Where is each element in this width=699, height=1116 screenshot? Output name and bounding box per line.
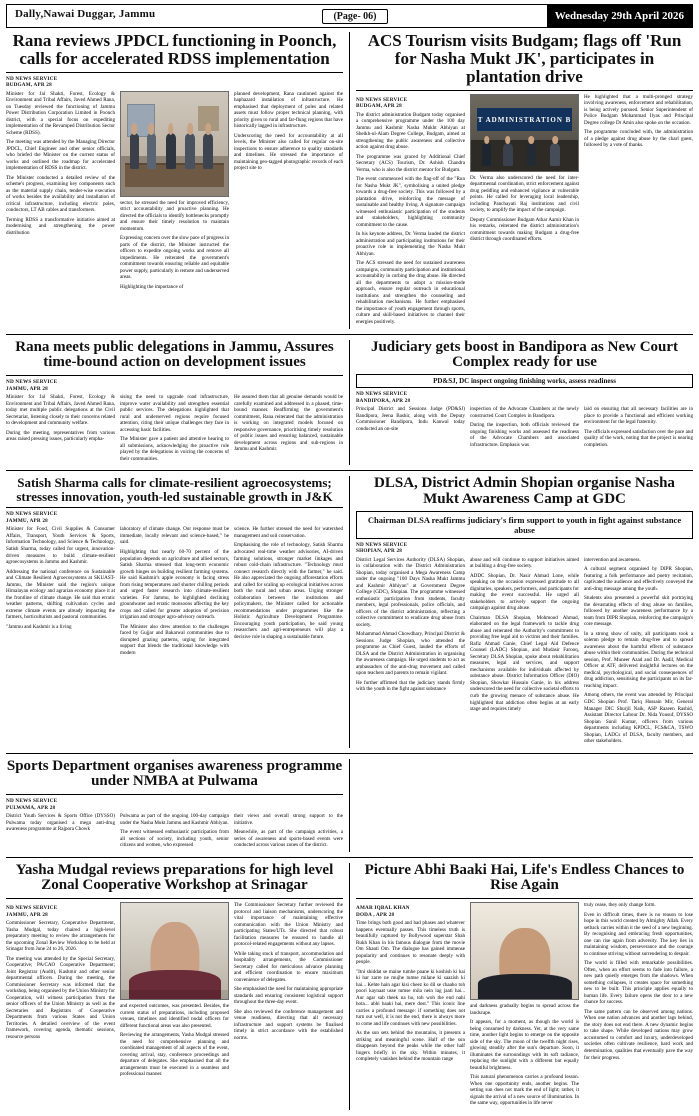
byline: ND NEWS SERVICE JAMMU, APR 28 [6, 511, 58, 524]
article-column: intervention and awareness. A cultural segment organised by DIPR Shopian, featuring a folk performance and poetry recitation, captivated the audience and effectively conveyed the anti-drug message among the youth. Students also presented a powerful skit portraying the devastating effects of drug abuse on families, followed by another awareness performance by a team from DIPR Shopian, reinforcing the campaign's core message. In a strong show of unity, all participants took a solemn pledge to remain drug-free and to spread awareness about the harmful effects of substance abuse within their communities. During the technical session, Prof. Muneer Azad and Dr. Aadil, Medical Officer at ATF, delivered insightful lectures on the medical, psychological, and social consequences of drug addiction, sensitising the participants on its far-reaching impact. Among others, the event was attended by Principal GDC Shopian Prof. Tariq Hussain Mir, General Manager DIC Shurjil Naik, ASP Razeen Rashid, Assistant Director Labour Dr. Nida Yousuf, DYSSO Shopian Sunil Kumar, officers from various departments including KPDCL, FCS&CA, TSWO Shopian, LADCs of DLSA, faculty members, and other stakeholders. [584, 556, 693, 745]
article-rana-delegations [6, 340, 343, 466]
article-column: District Legal Services Authority (DLSA) Shopian, in collaboration with the District Administration Shopian, today organised a Mega Awareness Camp under the ongoing "100 Days Nasha Mukt Jammu and Kashmir Abhiyan" at Government Degree College (GDC), Shopian. The programme witnessed enthusiastic participation from students, faculty members, legal professionals, police officials, and officers of the district administration, reflecting a collective commitment to eradicate drug abuse from society. Mohammad Ahmad Chowdhary, Principal District & Sessions Judge Shopian, who attended the programme as Chief Guest, lauded the efforts of DLSA and the District Administration in organising the awareness campaign. He urged students to act as ambassadors of the anti-drug movement and called upon teachers and parents to remain vigilant. He further affirmed that the judiciary stands firmly with the youth in the fight against substance [356, 556, 465, 693]
photo-banner-text: T ADMINISTRATION B [477, 108, 571, 131]
row-four [6, 759, 693, 858]
article-column: and expected outcomes, was presented. Besides, the current status of preparations, including proposed venues, timelines and identified nodal officers for different functional areas was also presented. Reviewing the arrangements, Yasha Mudgal stressed the need for comprehensive planning and coordinated management of all aspects of the event, covering arrival, stay, conference proceedings and departure of delegates. She emphasised that all the arrangements must be executed in a seamless and professional manner. [120, 902, 229, 1081]
masthead-title: Dally,Nawai Duggar, Jammu [15, 8, 156, 20]
article-judiciary-bandipora [356, 340, 693, 466]
article-column: He assured them that all genuine demands would be carefully examined and addressed in a phased, time-bound manner. Reaffirming the government's commitment, Rana reiterated that the administration is working on integrated models focused on responsive governance, prioritising timely resolution of public issues and ensuring balanced, sustainable development across regions and sub-regions in Jammu and Kashmir. [234, 394, 343, 453]
article-column: abuse and will continue to support initiatives aimed at building a drug-free society. ADDC Shopian, Dr. Nasir Ahmad Lone, while speaking on the occasion expressed gratitude to all dignitaries, speakers, performers, and participants for making the event successful. He urged all stakeholders to actively support the ongoing campaign against drug abuse. Chairman DLSA Shopian, Mohmood Ahmad, elaborated on the legal framework to tackle drug abuse and reiterated the Authority's commitment to providing free legal aid to victims and their families. Rafiz Ahmad Ganie, Chief Legal Aid Defence Counsel (LADC) Shopian, and Mudasir Farooq, Secretary DLSA Shopian, spoke about rehabilitation measures, legal aid services, and support mechanisms available for individuals affected by substance abuse. District Information Officer (DIO) Shopian, Showkat Hussain Ganie, in his address underscored the need for collective societal efforts to curb the growing menace of substance abuse. He highlighted that addiction often begins at an early stage and requires timely [470, 556, 579, 713]
page-number: (Page- 06) [163, 5, 546, 27]
article-sports-pulwama [6, 759, 343, 852]
masthead-date: Wednesday 29th April 2026 [547, 5, 692, 27]
article-subheadline: PD&SJ, DC inspect ongoing finishing works, assess readiness [356, 374, 693, 388]
article-photo [470, 94, 579, 172]
headline: Yasha Mudgal reviews preparations for high level Zonal Cooperative Workshop at Srinagar [15, 861, 334, 894]
headline: Sports Department organises awareness programme under NMBA at Pulwama [6, 757, 343, 790]
article-column: science. He further stressed the need for watershed management and soil conservation. Emphasising the role of technology, Satish Sharma advocated real-time weather advisories, AI-driven farming solutions, stronger market linkages and robust cold-chain infrastructure. "Technology must connect research directly with the farmer," he said. He also appreciated the ongoing afforestation efforts and called for scaling up ecological initiatives across both the rural and urban areas. Urging stronger collaboration between the institutions and policymakers, the Minister called for actionable recommendations under programmes like the Holistic Agriculture Development Programme. Encouraging youth participation, he said young researchers and agri-entrepreneurs will play a decisive role in shaping a sustainable future. [234, 526, 343, 640]
article-satish-sharma [6, 476, 343, 747]
row-two [6, 340, 693, 472]
article-column: laid on ensuring that all necessary facilities are in place to provide a functional and efficient working environment for the legal fraternity. The officials expressed satisfaction over the pace and quality of the work, noting that the project is nearing completion. [584, 406, 693, 448]
article-column: and darkness gradually begins to spread across the landscape. It appears, for a moment, as though the world is being consumed by darkness. Yet, at the very same time, another light begins to emerge on the opposite side of the sky. The moon of the twelfth night rises, glowing steadily after the sun's departure. Soon, it illuminates the surroundings with its soft radiance, replacing the sunlight with a different but equally beautiful brightness. This natural phenomenon carries a profound lesson. When one opportunity ends, another begins. The setting sun does not mark the end of light; rather, it signals the arrival of a new source of illumination. In the same way, opportunities in life never [470, 902, 579, 1110]
article-column: AMAR IQBAL KHAN DODA , APR 28 Time brings both good and bad phases and whatever happens eventually passes. This timeless truth is beautifully captured by Bollywood superstar Shah Rukh Khan in his famous dialogue from the movie Om Shanti Om. The dialogue has gained immense popularity and continues to resonate deeply with people. "Itni shiddat se maine tumhe paane ki koshish ki hai ki har zarre ne mujhe tumse milane ki saazish ki hai... Kehte hain agar kisi cheez ko dil se chaaho toh poori kaynaat usse tumse mila nein lag jaati hai... Aur agar sab theek na ho, toh woh the end nahi hota... abhi baaki hai, mere dost." This iconic line carries a profound message: if something does not turn out well, it is not the end, there is always more to come and life continues with new possibilities. As the sun sets behind the mountains, it presents a striking and meaningful scene. Half of the sun disappears beyond the peaks while the other half lingers briefly in the sky. Within minutes, it completely vanishes behind the mountain range [356, 905, 465, 1063]
byline: ND NEWS SERVICE BANDIPORA, APR 28 [356, 391, 411, 404]
article-column: District Youth Services & Sports Office (DYSSO) Pulwama today organised a mega anti-drug awareness programme at Rajpora Chowk [6, 813, 115, 833]
headline: Picture Abhi Baaki Hai, Life's Endless Chances to Rise Again [364, 861, 685, 894]
byline: AMAR IQBAL KHAN DODA , APR 28 [356, 905, 410, 918]
article-column: sector, he stressed the need for improved efficiency, strict accountability and proactive planning. He directed the officials to identify bottlenecks promptly and ensure their timely resolution to maintain momentum. Expressing concern over the slow pace of progress in parts of the district, the Minister instructed the officers to expedite ongoing works and remove all impediments. He reiterated the government's commitment towards ensuring reliable and equitable power supply, particularly in remote and underserved areas. Highlighting the importance of [120, 91, 229, 294]
row-four-filler [356, 759, 693, 852]
headline: DLSA, District Admin Shopian organise Nasha Mukt Awareness Camp at GDC [374, 475, 675, 507]
article-column: Principal District and Sessions Judge (PD&SJ) Bandipora, Jeena Bashir, along with the Deputy Commissioner Bandipora, Indu Kanwal today conducted an on-site [356, 406, 465, 432]
byline: ND NEWS SERVICE BUDGAM, APR 28 [6, 75, 58, 89]
article-photo [120, 902, 229, 1000]
headline: ACS Tourism visits Budgam; flags off 'Run for Nasha Mukt JK', participates in plantation drive [367, 31, 682, 86]
article-column: The Commissioner Secretary further reviewed the protocol and liaison mechanisms, underscoring the vital importance of maintaining effective communication with the Union Ministry and participating States/UTs. She directed that robust facilitation measures be ensured to handle all protocol-related engagements without any lapses. While taking stock of transport, accommodation and hospitality arrangements, the Commissioner Secretary called for meticulous advance planning and efficient coordination to ensure maximum convenience of delegates. She emphasised the need for maintaining appropriate standards and ensuring consistent logistical support throughout the three-day event. She also reviewed the conference management and venue readiness, directing that all necessary infrastructure and support systems be finalised timely in strict accordance with the established norms. [234, 902, 343, 1041]
article-column: T ADMINISTRATION B Dr. Verma also underscored the need for inter-departmental coordination, strict enforcement against drug peddling and enhanced vigilance at vulnerable points. He called for leveraging local leadership, including Panchayati Raj institutions and civil society, to amplify the impact of the campaign. Deputy Commissioner Budgam Athar Aamir Khan in his remarks, reiterated the district administration's commitment towards making Budgam a drug-free district through coordinated efforts. [470, 94, 579, 329]
article-column: Minister for Food, Civil Supplies & Consumer Affairs, Transport, Youth Services & Sports, Information Technology, and Science & Technology, Satish Sharma, today called for urgent, innovation-driven measures to build climate-resilient agroecosystems in Jammu and Kashmir. Addressing the national conference on Sustainable and Climate Resilient Agroecosystems at SKUAST-Jammu, the Minister said the region's unique Himalayan ecology and agrarian economy place it at the frontline of climate change. He said that erratic weather patterns, shifting cultivation cycles and extreme climate events are already impacting the farmers, horticulturists and pastoral communities. "Jammu and Kashmir is a living [6, 526, 115, 630]
article-column: planned development, Rana cautioned against the haphazard installation of infrastructure. He emphasised that deployment of poles and related assets must follow proper technical planning, with priority given to rural and far-flung regions that have historically lagged in infrastructure. Underscoring the need for accountability at all levels, the Minister also called for regular on-site inspections to ensure adherence to quality standards and timelines. He stressed the importance of maintaining geo-tagged photographic records of each project site to [234, 90, 343, 172]
article-photo [120, 91, 229, 197]
article-yasha-mudgal [6, 863, 343, 1110]
article-column: inspection of the Advocate Chambers at the newly constructed Court Complex in Bandipora. During the inspection, both officials reviewed the ongoing finishing works and assessed the readiness of the Advocate Chambers and associated infrastructure. Emphasis was [470, 406, 579, 448]
lead-row [6, 32, 693, 335]
row-five [6, 863, 693, 1110]
article-column: Pulwama as part of the ongoing 100-day campaign under the Nasha Mukt Jammu and Kashmir Abhiyan. The event witnessed enthusiastic participation from all sections of society, including youth, senior citizens and women, who expressed [120, 813, 229, 849]
article-column: He highlighted that a multi-pronged strategy involving awareness, enforcement and rehabilitation, is being actively pursued. Senior Superintendent of Police Budgam Mohammad Ilyas and Principal Degree college Dr Amin also spoke on the occasion. The programme concluded with, the administration of a pledge against drug abuse by the charl guest, followed by a vote of thanks. [584, 93, 693, 149]
article-column: their views and overall strong support to the initiative. Meanwhile, as part of the campaign activities, a series of awareness and sports-based events were conducted across various zones of the district. [234, 813, 343, 849]
headline: Judiciary gets boost in Bandipora as New Court Complex ready for use [370, 338, 679, 371]
byline: ND NEWS SERVICE JAMMU, APR 28 [6, 905, 58, 918]
row-three [6, 476, 693, 753]
masthead [6, 4, 693, 28]
byline: ND NEWS SERVICE PULWAMA, APR 28 [6, 798, 58, 811]
article-column: Minister for Jal Shakti, Forest, Ecology & Environment and Tribal Affairs, Javed Ahmed Rana, on Tuesday reviewed the functioning of Jammu Power Distribution Corporation Limited in Poonch district, with a special focus on expediting implementation of the Revamped Distribution Sector Scheme (RDSS). The meeting was attended by the Managing Director JPDCL, Chief Engineer and other senior officials, who briefed the Minister on the current status of works and outlined the roadmap for accelerated implementation of RDSS in the district. The Minister conducted a detailed review of the scheme's progress, examining key components such as the material supply chain, tender-wise execution of works besides the availability and installation of critical infrastructure, including electric poles, conductors, LT AB cables and transformers. Terming RDSS a transformative initiative aimed at modernising and strengthening the power distribution [6, 90, 115, 236]
headline: Rana meets public delegations in Jammu, Assures time-bound action on development issues [15, 338, 334, 371]
article-picture-abhi-baaki [356, 863, 693, 1110]
article-column: sising the need to upgrade road infrastructure, improve water availability and strengthen essential public services. The delegations highlighted that rural and underserved regions require focused attention, citing their unique challenges they face in accessing basic facilities. The Minister gave a patient and attentive hearing to all submissions, acknowledging the proactive role played by the delegations in voicing the concerns of their communities. [120, 394, 229, 462]
article-column: ND NEWS SERVICE BUDGAM, APR 28 The district administration Budgam today organised a comprehensive programme under the 100 day Jammu and Kashmir Nasha Mukht Abhiyan at Sheikh-ul-Alam Degree College, Budgam, aimed at strengthening the public awareness and collective action against drug abuse. The programme was graced by Additional Chief Secretary (ACS) Tourism, Dr. Ashish Chandra Verma, who is also the district mentor for Budgam. The event commenced with the flag-off of the "Run for Nasha Mukt JK", symbolising a united pledge towards a drug-free society. This was followed by a plantation drive, reinforcing the message of sustainable and healthy living. A signature campaign witnessed enthusiastic participation of the students and stakeholders, highlighting community commitment to the cause. In his keynote address, Dr. Verma lauded the district administration and participating institutions for their proactive role in implementing the Nasha Mukt Abhiyan. The ACS stressed the need for sustained awareness campaigns, community participation and institutional accountability in curbing the drug abuse. He directed all the departments to adopt a mission-mode approach, ensure regular outreach in educational institutions and strengthen the counseling and rehabilitation mechanisms. He further emphasised the importance of youth engagement through sports, culture and skill-based initiatives to channel their energies positively. [356, 96, 465, 325]
byline: ND NEWS SERVICE SHOPIAN, APR 28 [356, 541, 408, 555]
headline: Rana reviews JPDCL functioning in Poonch, calls for accelerated RDSS implementation [12, 31, 337, 68]
article-column: Minister for Jal Shakti, Forest, Ecology & Environment and Tribal Affairs, Javed Ahmed Rana, today met multiple public delegations at the Civil Secretariat, listening closely to their concerns related to development and community welfare. During the meeting, representatives from various areas raised pressing issues, particularly empha- [6, 394, 115, 443]
headline: Satish Sharma calls for climate-resilient agroecosystems; stresses innovation, youth-led sustainable growth in J&K [16, 475, 333, 504]
article-photo [470, 902, 579, 1000]
article-dlsa-shopian [356, 476, 693, 747]
byline: ND NEWS SERVICE BUDGAM, APR 28 [356, 96, 408, 110]
article-column: ND NEWS SERVICE JAMMU, APR 28 Commissioner Secretary, Cooperative Department, Yasha Mudgal, today chaired a high-level preparatory meeting to review the arrangements for the upcoming Zonal Review Workshop to be held at Srinagar from June 24 to 26, 2026. The meeting was attended by the Special Secretary, Cooperative; PA/CAO Cooperative Department; Joint Registrar (Audit), Kashmir and other senior departmental officers. During the meeting, the Commissioner Secretary was informed that the workshop, being organised by the Union Ministry for Cooperation, will witness participation from the senior officers of the Union Ministry as well as the Secretaries and Registrars of Cooperative Departments from various States and Union Territories. A detailed overview of the event framework, covering agenda, thematic sessions, resource persons [6, 905, 115, 1040]
article-acs-tourism [356, 32, 693, 329]
article-column: laboratory of climate change. Our response must be immediate, locally relevant and science-based," he said. Highlighting that nearly 60-70 percent of the population depends on agriculture and allied sectors, Satish Sharma stressed that long-term economic growth hinges on building resilient farming systems. He said Kashmir's apple economy is facing stress from rising temperatures and shorter chilling periods and urged faster research into climate-resilient varieties. For Jammu, he highlighted declining groundwater and erratic monsoons affecting the key crops and called for greater adoption of precision irrigation and stronger agro-advisory outreach. The Minister also drew attention to the challenges faced by Gujjar and Bakarwal communities due to disrupted grazing patterns, urging for integrated support that blends the traditional knowledge with modern [120, 526, 229, 656]
article-column: truly cease, they only change form. Even in difficult times, there is no reason to lose hope in this world created by Almighty Allah. Every setback carries within it the seed of a new beginning. By recognising and embracing fresh opportunities, one can rise again from adversity. The key lies in maintaining wisdom, perseverance and the courage to continue striving without surrendering to despair. The world is filled with remarkable possibilities. Often, when an effort seems to fade into failure, a new path quietly emerges from the shadows. When something collapses, it creates space for something new to be built. This principle applies equally to human life. Every failure opens the door to a new chance for success. The same pattern can be observed among nations. When one nation advances and another lags behind, the story does not end there. A new dynamic begins to take shape. While developed nations may grow accustomed to comfort and luxury, underdeveloped societies often cultivate resilience, hard work and determination, qualities that eventually pave the way for their progress. [584, 902, 693, 1061]
article-rana-jpdcl [6, 32, 343, 329]
byline: ND NEWS SERVICE JAMMU, APR 28 [6, 379, 58, 392]
article-subheadline: Chairman DLSA reaffirms judiciary's firm support to youth in fight against substance abuse [356, 511, 693, 539]
